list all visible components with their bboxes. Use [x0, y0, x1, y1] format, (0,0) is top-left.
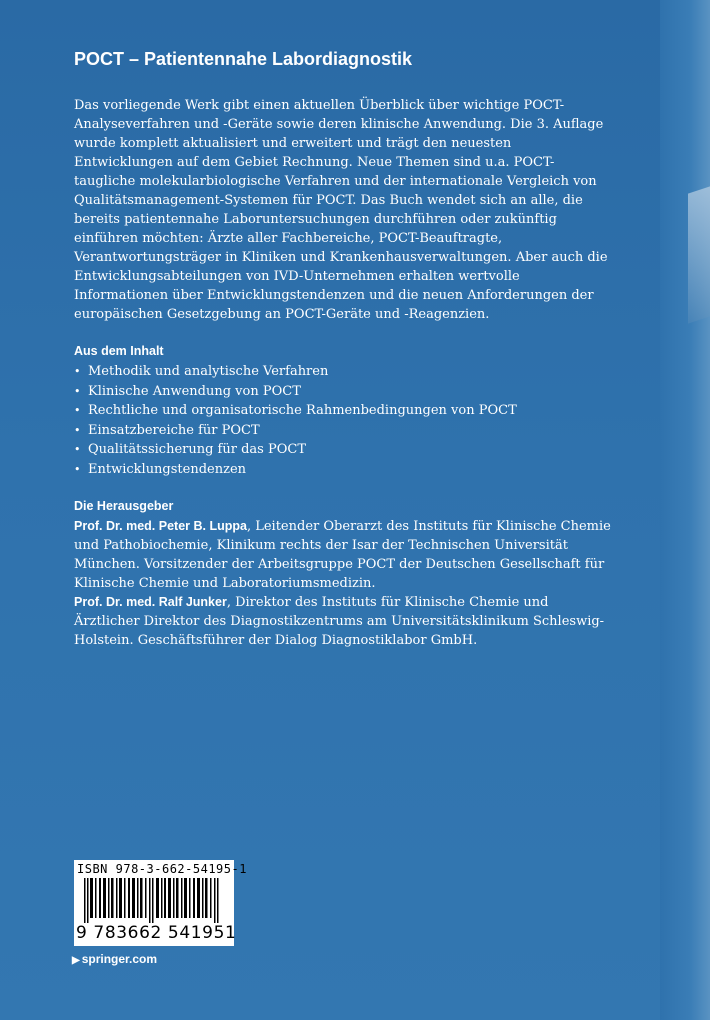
isbn-number: ISBN 978-3-662-54195-1: [77, 862, 247, 876]
publisher-url: springer.com: [81, 952, 158, 966]
bullet-icon: •: [74, 404, 81, 417]
bullet-icon: •: [74, 384, 81, 398]
barcode-bars-icon: [78, 878, 230, 924]
back-cover-content: [74, 48, 614, 650]
bullet-icon: •: [74, 365, 81, 378]
editor-description: , Direktor des Instituts für Klinische Chemie und Ärztlicher Direktor des Diagnostikzentrums am Universitätsklinikum Schleswig-Holstein. Geschäftsführer der Dialog Diagnostiklabor GmbH.: [74, 595, 605, 648]
arrow-right-icon: ▶: [72, 955, 80, 966]
barcode-digits: 9 783662 541951: [76, 923, 237, 943]
cover-edge-strip: [660, 0, 710, 1020]
list-item: • Klinische Anwendung von POCT: [74, 382, 614, 402]
bullet-icon: •: [74, 443, 81, 456]
cover-edge-shade: [688, 186, 710, 323]
list-item: • Methodik und analytische Verfahren: [74, 362, 614, 382]
contents-heading: Aus dem Inhalt: [74, 344, 164, 358]
editor-description: , Leitender Oberarzt des Instituts für Klinische Chemie und Pathobiochemie, Klinikum rechts der Isar der Technischen Universität München. Vorsitzender der Arbeitsgruppe POCT der Deutschen Gesellschaft für Klinische Chemie und Laboratoriumsmedizin.: [74, 519, 611, 591]
book-title: POCT – Patientennahe Labordiagnostik: [74, 49, 413, 69]
editor-bio: [74, 517, 614, 593]
list-item: • Qualitätssicherung für das POCT: [74, 440, 614, 460]
list-item: • Entwicklungstendenzen: [74, 460, 614, 480]
editor-name: Prof. Dr. med. Ralf Junker: [74, 595, 227, 609]
bullet-icon: •: [74, 423, 81, 437]
contents-list: [74, 362, 614, 479]
bullet-icon: •: [74, 462, 81, 476]
editor-name: Prof. Dr. med. Peter B. Luppa: [74, 519, 247, 533]
list-item: • Rechtliche und organisatorische Rahmenbedingungen von POCT: [74, 401, 614, 421]
editor-bio: [74, 593, 614, 650]
list-item: • Einsatzbereiche für POCT: [74, 421, 614, 441]
editors-heading: Die Herausgeber: [74, 499, 174, 513]
publisher-link[interactable]: [72, 952, 157, 966]
isbn-barcode: [74, 860, 247, 946]
book-description: Das vorliegende Werk gibt einen aktuellen Überblick über wichtige POCT-Analyseverfahren und -Geräte sowie deren klinische Anwendung. Die 3. Auflage wurde komplett aktualisiert und erweitert und trägt den neuesten Entwicklungen auf dem Gebiet Rechnung. Neue Themen sind u.a. POCT-taugliche molekularbiologische Verfahren und der internationale Vergleich von Qualitätsmanagement-Systemen für POCT. Das Buch wendet sich an alle, die bereits patientennahe Laboruntersuchungen durchführen oder zukünftig einführen möchten: Ärzte aller Fachbereiche, POCT-Beauftragte, Verantwortungsträger in Kliniken und Krankenhausverwaltungen. Aber auch die Entwicklungsabteilungen von IVD-Unternehmen erhalten wertvolle Informationen über Entwicklungstendenzen und die neuen Anforderungen der europäischen Gesetzgebung an POCT-Geräte und -Reagenzien.: [74, 98, 608, 322]
